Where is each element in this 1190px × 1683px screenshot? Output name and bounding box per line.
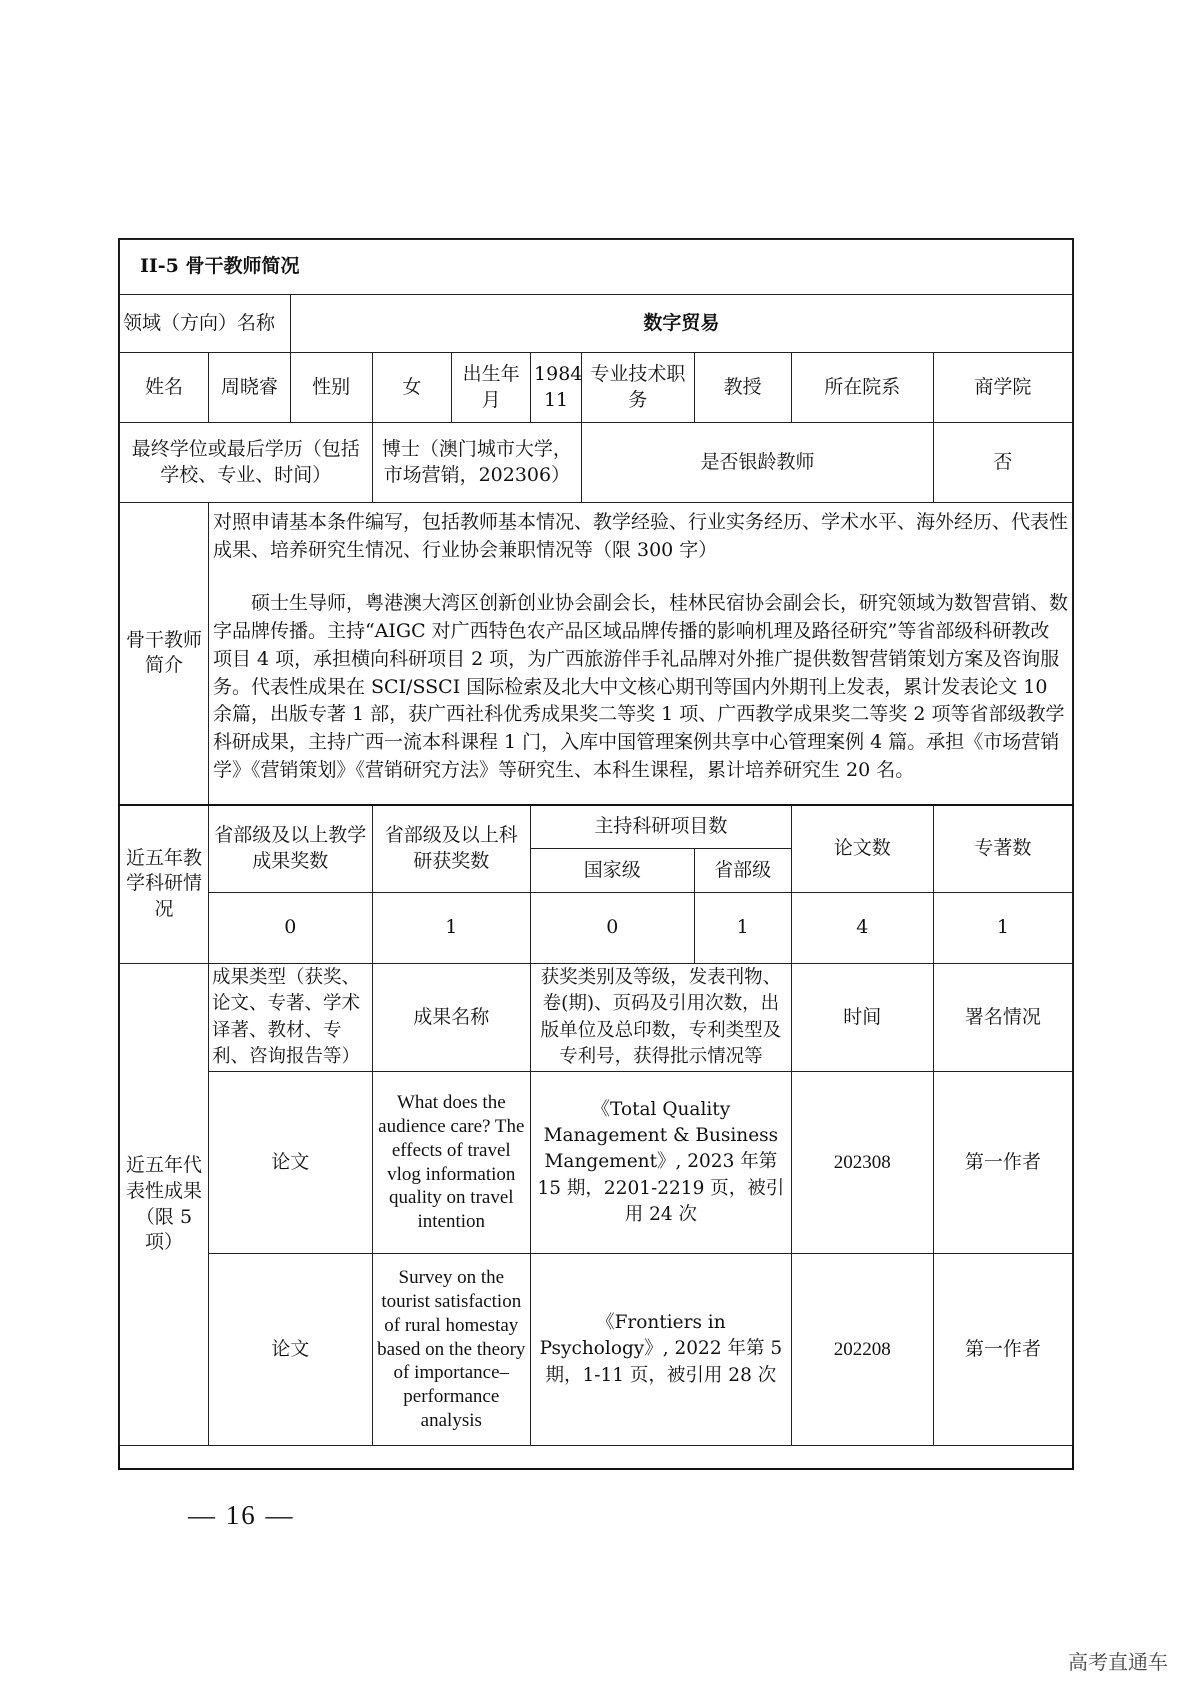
field-value: 数字贸易 [290, 295, 1072, 353]
title-value: 教授 [694, 353, 791, 423]
gender-label: 性别 [290, 353, 372, 423]
birth-value: 1984 11 [531, 353, 582, 423]
achievement-author: 第一作者 [933, 1254, 1072, 1446]
birth-label: 出生年月 [452, 353, 531, 423]
achievement-time: 202208 [791, 1254, 933, 1446]
dept-label: 所在院系 [791, 353, 933, 423]
bio-instruction: 对照申请基本条件编写，包括教师基本情况、教学经验、行业实务经历、学术水平、海外经历、代表性成果、培养研究生情况、行业协会兼职情况等（限 300 字） [212, 511, 1068, 561]
achievements-header-name: 成果名称 [372, 964, 530, 1072]
achievement-row [120, 1072, 1073, 1254]
title-label: 专业技术职 务 [582, 353, 694, 423]
achievement-time: 202308 [791, 1072, 933, 1254]
degree-label: 最终学位或最后学历（包括学校、专业、时间） [120, 423, 373, 503]
watermark-text: 高考直通车 [1068, 1650, 1168, 1674]
achievements-header-time: 时间 [791, 964, 933, 1072]
stats-teaching-awards-value: 0 [208, 893, 372, 964]
achievements-header-detail: 获奖类别及等级，发表刊物、卷(期)、页码及引用次数，出版单位及总印数，专利类型及专利号，获得批示情况等 [531, 964, 792, 1072]
achievements-header-type: 成果类型（获奖、论文、专著、学术译著、教材、专利、咨询报告等） [208, 964, 372, 1072]
stats-header-projects: 主持科研项目数 [531, 805, 792, 849]
achievements-header-author: 署名情况 [933, 964, 1072, 1072]
backbone-teacher-table [119, 239, 1073, 1446]
stats-header-national: 国家级 [531, 849, 695, 893]
gender-value: 女 [372, 353, 452, 423]
silver-value: 否 [933, 423, 1072, 503]
stats-header-research-awards: 省部级及以上科研获奖数 [372, 805, 530, 893]
name-value: 周晓睿 [208, 353, 290, 423]
achievement-row [120, 1254, 1073, 1446]
achievement-detail: 《Total Quality Management & Business Mangement》, 2023 年第 15 期，2201-2219 页，被引用 24 次 [531, 1072, 792, 1254]
achievement-author: 第一作者 [933, 1072, 1072, 1254]
bio-text: 硕士生导师，粤港澳大湾区创新创业协会副会长，桂林民宿协会副会长，研究领域为数智营销、数字品牌传播。主持“AIGC 对广西特色农产品区域品牌传播的影响机理及路径研究”等省部级科研教改项目 4 项，承担横向科研项目 2 项，为广西旅游伴手礼品牌对外推广提供数智营销策划方案及咨询服务。代表性成果在 SCI/SSCI 国际检索及北大中文核心期刊等国内外期刊上发表，累计发表论文 10 余篇，出版专著 1 部，获广西社科优秀成果奖二等奖 1 项、广西教学成果奖二等奖 2 项等省部级教学科研成果，主持广西一流本科课程 1 门，入库中国管理案例共享中心管理案例 4 篇。承担《市场营销学》《营销策划》《营销研究方法》等研究生、本科生课程，累计培养研究生 20 名。 [212, 592, 1068, 781]
stats-header-teaching-awards: 省部级及以上教学成果奖数 [208, 805, 372, 893]
stats-provincial-value: 1 [694, 893, 791, 964]
stats-header-monographs: 专著数 [933, 805, 1072, 893]
achievement-name: Survey on the tourist satisfaction of rural homestay based on the theory of importance–performance analysis [372, 1254, 530, 1446]
section-title: II-5 骨干教师简况 [120, 240, 1073, 295]
bio-label: 骨干教师简介 [120, 503, 209, 805]
achievement-type: 论文 [208, 1254, 372, 1446]
stats-papers-value: 4 [791, 893, 933, 964]
achievements-label: 近五年代表性成果（限 5 项） [120, 964, 209, 1446]
stats-national-value: 0 [531, 893, 695, 964]
name-label: 姓名 [120, 353, 209, 423]
achievement-detail: 《Frontiers in Psychology》, 2022 年第 5 期，1-11 页，被引用 28 次 [531, 1254, 792, 1446]
page-number: — 16 — [188, 1500, 295, 1530]
stats-header-provincial: 省部级 [694, 849, 791, 893]
stats-header-papers: 论文数 [791, 805, 933, 893]
dept-value: 商学院 [933, 353, 1072, 423]
stats-monographs-value: 1 [933, 893, 1072, 964]
achievement-type: 论文 [208, 1072, 372, 1254]
field-label: 领域（方向）名称 [120, 295, 291, 353]
stats-research-awards-value: 1 [372, 893, 530, 964]
silver-label: 是否银龄教师 [582, 423, 934, 503]
achievement-name: What does the audience care? The effects of travel vlog information quality on travel intention [372, 1072, 530, 1254]
bio-cell [208, 503, 1072, 805]
degree-value: 博士（澳门城市大学，市场营销，202306） [372, 423, 582, 503]
stats-label: 近五年教学科研情况 [120, 805, 209, 964]
